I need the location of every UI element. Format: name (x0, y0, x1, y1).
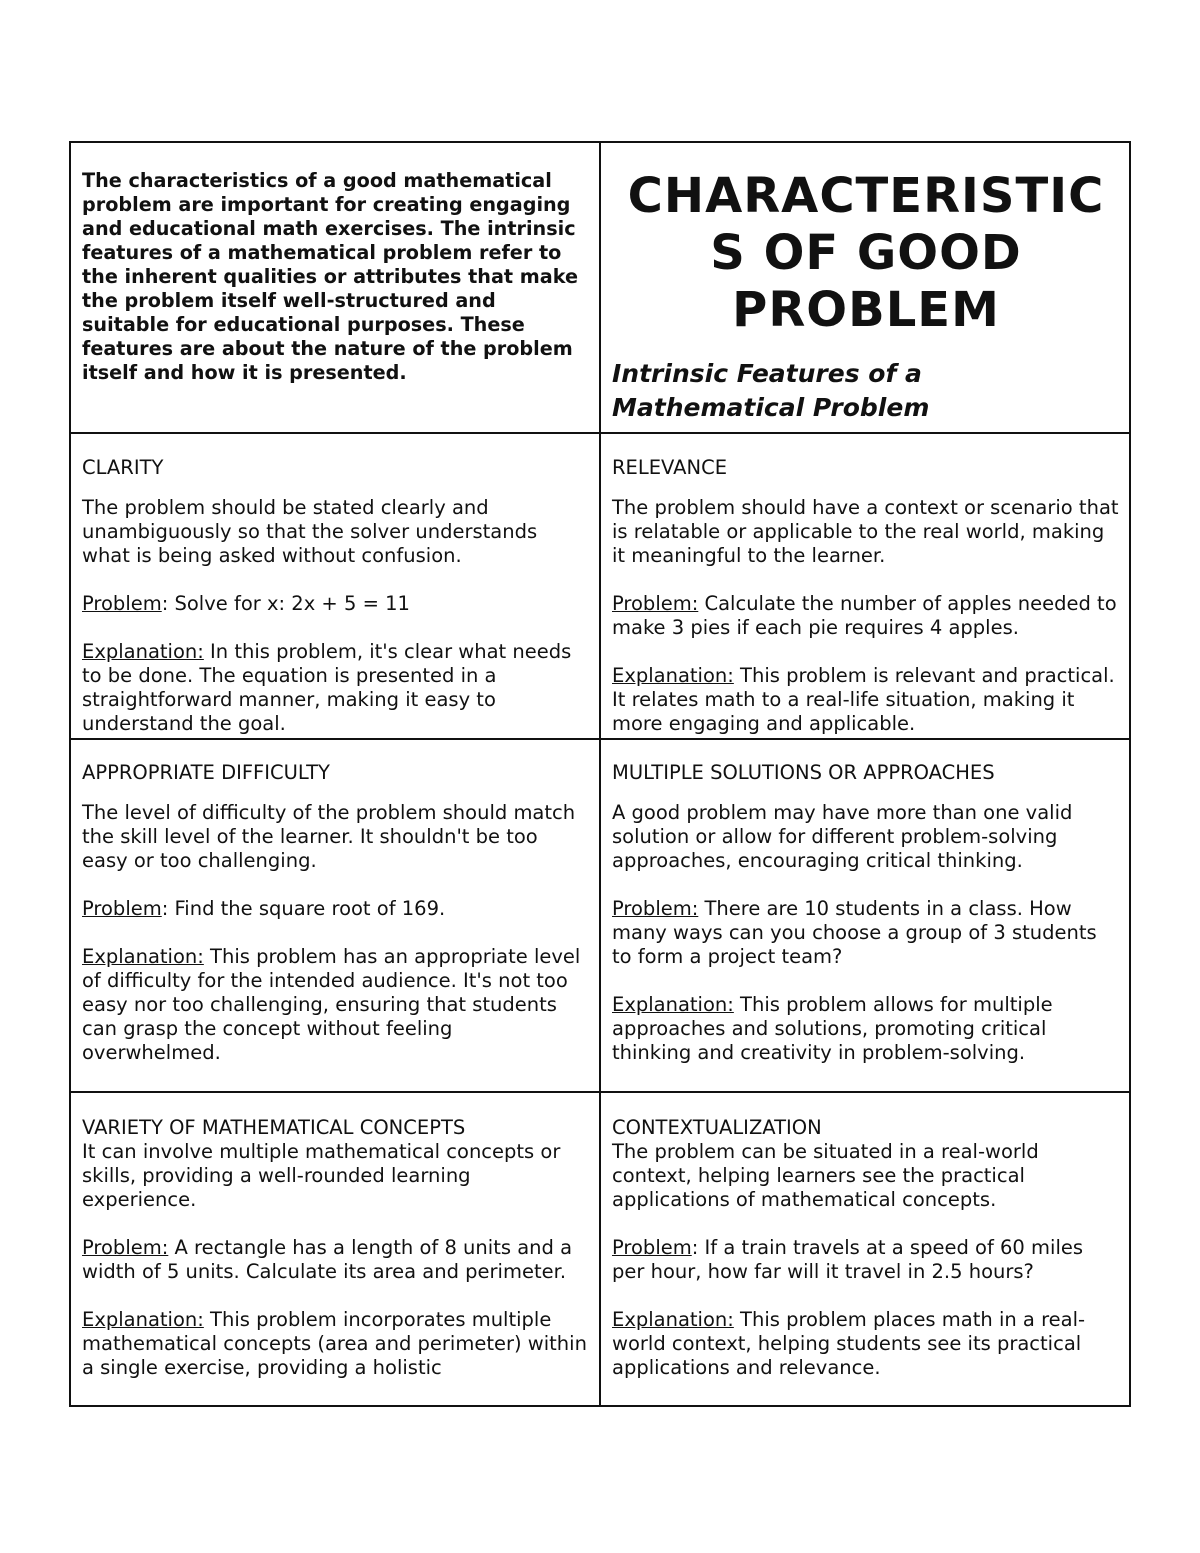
row-divider-2 (71, 738, 1129, 740)
explanation-label: Explanation: (82, 1308, 204, 1331)
relevance-problem (612, 592, 1120, 640)
variety-problem-text: A rectangle has a length of 8 units and a width of 5 units. Calculate its area and perimeter. (82, 1236, 573, 1283)
explanation-label: Explanation: (612, 993, 734, 1016)
difficulty-problem-text: : Find the square root of 169. (161, 897, 446, 920)
context-description: The problem can be situated in a real-world context, helping learners see the practical applications of mathematical concepts. (612, 1140, 1039, 1211)
multiple-problem (612, 897, 1120, 969)
multiple-solutions-cell (601, 761, 1131, 1065)
intro-text: The characteristics of a good mathematical problem are important for creating engaging and educational math exercises. The intrinsic features of a mathematical problem refer to the inherent qualities or attributes that make the problem itself well-structured and suitable for educational purposes. These features are about the nature of the problem itself and how it is presented. (82, 169, 578, 384)
difficulty-description: The level of difficulty of the problem should match the skill level of the learner. It shouldn't be too easy or too challenging. (82, 801, 576, 872)
relevance-heading: RELEVANCE (612, 456, 728, 479)
variety-explanation (82, 1308, 588, 1380)
page-title (612, 168, 1120, 339)
difficulty-heading: APPROPRIATE DIFFICULTY (82, 761, 330, 784)
relevance-explanation-text: This problem is relevant and practical. It relates math to a real-life situation, making it more engaging and applicable. (612, 664, 1115, 735)
multiple-heading: MULTIPLE SOLUTIONS OR APPROACHES (612, 761, 995, 784)
explanation-label: Explanation: (82, 945, 204, 968)
page-subtitle (612, 357, 1120, 425)
difficulty-explanation-text: This problem has an appropriate level of difficulty for the intended audience. It's not too easy nor too challenging, ensuring that students can grasp the concept without feeling overwhelmed. (82, 945, 581, 1064)
multiple-explanation (612, 993, 1120, 1065)
context-problem (612, 1236, 1120, 1284)
problem-label: Problem: (82, 1236, 169, 1259)
context-explanation-text: This problem places math in a real-world context, helping students see its practical applications and relevance. (612, 1308, 1086, 1379)
variety-explanation-text: This problem incorporates multiple mathematical concepts (area and perimeter) within a single exercise, providing a holistic (82, 1308, 587, 1379)
context-heading: CONTEXTUALIZATION (612, 1116, 822, 1139)
clarity-description: The problem should be stated clearly and unambiguously so that the solver understands what is being asked without confusion. (82, 496, 538, 567)
title-line-3: PROBLEM (732, 282, 1000, 338)
context-problem-text: : If a train travels at a speed of 60 miles per hour, how far will it travel in 2.5 hours? (612, 1236, 1084, 1283)
problem-label: Problem (82, 897, 162, 920)
problem-label: Problem (82, 592, 162, 615)
variety-problem (82, 1236, 588, 1284)
clarity-explanation-text: In this problem, it's clear what needs to be done. The equation is presented in a straightforward manner, making it easy to understand the goal. (82, 640, 572, 735)
multiple-problem-text: There are 10 students in a class. How many ways can you choose a group of 3 students to form a project team? (612, 897, 1097, 968)
row-divider-3 (71, 1091, 1129, 1093)
explanation-label: Explanation: (612, 1308, 734, 1331)
contextualization-cell (601, 1116, 1131, 1380)
characteristics-table (69, 141, 1131, 1407)
variety-description: It can involve multiple mathematical concepts or skills, providing a well-rounded learning experience. (82, 1140, 561, 1211)
multiple-explanation-text: This problem allows for multiple approaches and solutions, promoting critical thinking and creativity in problem-solving. (612, 993, 1053, 1064)
relevance-cell (601, 456, 1131, 736)
row-divider-1 (71, 432, 1129, 434)
problem-label: Problem (612, 1236, 692, 1259)
difficulty-explanation (82, 945, 588, 1065)
intro-cell (71, 143, 599, 432)
variety-heading: VARIETY OF MATHEMATICAL CONCEPTS (82, 1116, 466, 1139)
problem-label: Problem: (612, 897, 699, 920)
relevance-description: The problem should have a context or scenario that is relatable or applicable to the real world, making it meaningful to the learner. (612, 496, 1119, 567)
title-line-1: CHARACTERISTIC (627, 168, 1105, 224)
difficulty-cell (71, 761, 599, 1065)
subtitle-line-2: Mathematical Problem (612, 393, 930, 422)
clarity-problem (82, 592, 588, 616)
clarity-problem-text: : Solve for x: 2x + 5 = 11 (161, 592, 410, 615)
explanation-label: Explanation: (612, 664, 734, 687)
clarity-cell (71, 456, 599, 736)
clarity-explanation (82, 640, 588, 736)
explanation-label: Explanation: (82, 640, 204, 663)
title-line-2: S OF GOOD (710, 225, 1022, 281)
relevance-problem-text: Calculate the number of apples needed to make 3 pies if each pie requires 4 apples. (612, 592, 1117, 639)
problem-label: Problem: (612, 592, 699, 615)
variety-cell (71, 1116, 599, 1380)
relevance-explanation (612, 664, 1120, 736)
difficulty-problem (82, 897, 588, 921)
header-cell (601, 143, 1131, 432)
subtitle-line-1: Intrinsic Features of a (612, 359, 922, 388)
clarity-heading: CLARITY (82, 456, 164, 479)
context-explanation (612, 1308, 1120, 1380)
multiple-description: A good problem may have more than one valid solution or allow for different problem-solving approaches, encouraging critical thinking. (612, 801, 1073, 872)
